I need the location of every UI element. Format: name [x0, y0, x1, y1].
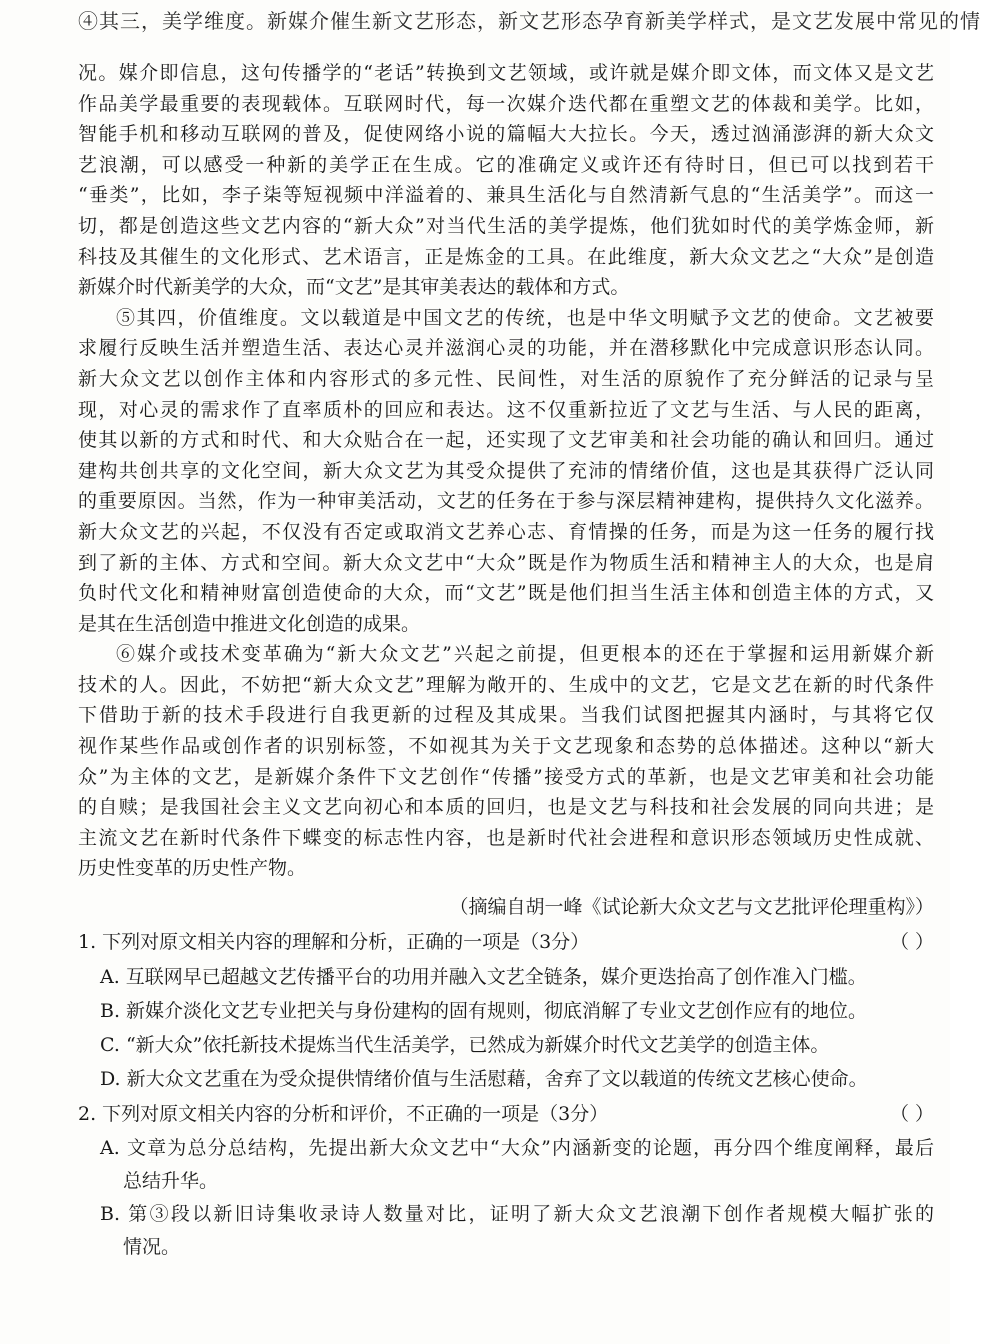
question-stem-text: 1. 下列对原文相关内容的理解和分析，正确的一项是（3分）	[78, 931, 590, 954]
question-2	[78, 1096, 934, 1264]
paragraph-line: 切，都是创造这些文艺内容的“新大众”对当代生活的美学提炼，他们犹如时代的美学炼金师，新	[78, 214, 934, 237]
paragraph-line: ⑤其四，价值维度。文以载道是中国文艺的传统，也是中华文明赋予文艺的使命。文艺被要	[116, 306, 934, 329]
paragraph-line: 艺浪潮，可以感受一种新的美学正在生成。它的准确定义或许还有待时日，但已可以找到若干	[78, 153, 934, 176]
paragraph-line: 新大众文艺以创作主体和内容形式的多元性、民间性，对生活的原貌作了充分鲜活的记录与呈	[78, 367, 934, 390]
reading-passage	[78, 58, 934, 1264]
paragraph-line: 视作某些作品或创作者的识别标签，不如视其为关于文艺现象和态势的总体描述。这种以“新大	[78, 735, 934, 758]
paragraph-line: 况。媒介即信息，这句传播学的“老话”转换到文艺领域，或许就是媒介即文体，而文体又是文艺	[78, 62, 934, 84]
option-c[interactable]: C. “新大众”依托新技术提炼当代生活美学，已然成为新媒介时代文艺美学的创造主体。	[100, 1034, 830, 1057]
paragraph-line: 历史性变革的历史性产物。	[78, 857, 307, 880]
paragraph-line: 现，对心灵的需求作了直率质朴的回应和表达。这不仅重新拉近了文艺与生活、与人民的距离，	[78, 398, 934, 421]
paragraph-line: 技术的人。因此，不妨把“新大众文艺”理解为敞开的、生成中的文艺，它是文艺在新的时代条件	[78, 673, 934, 696]
paragraph-5	[78, 303, 934, 640]
option-d[interactable]: D. 新大众文艺重在为受众提供情绪价值与生活慰藉，舍弃了文以载道的传统文艺核心使命。	[100, 1068, 868, 1091]
source-citation: （摘编自胡一峰《试论新大众文艺与文艺批评伦理重构》）	[449, 896, 934, 919]
question-stem-text: 2. 下列对原文相关内容的分析和评价，不正确的一项是（3分）	[78, 1103, 609, 1126]
paragraph-line: 的自赎；是我国社会主义文艺向初心和本质的回归，也是文艺与科技和社会发展的同向共进；是	[78, 796, 934, 819]
answer-blank[interactable]: （ ）	[889, 931, 934, 954]
paragraph-line: 智能手机和移动互联网的普及，促使网络小说的篇幅大大拉长。今天，透过汹涌澎湃的新大众文	[78, 123, 934, 146]
paragraph-line: ⑥媒介或技术变革确为“新大众文艺”兴起之前提，但更根本的还在于掌握和运用新媒介新	[116, 643, 934, 666]
question-stem	[78, 1096, 934, 1132]
paragraph-line: 建构共创共享的文化空间，新大众文艺为其受众提供了充沛的情绪价值，这也是其获得广泛认同	[78, 459, 934, 482]
paragraph-line: 到了新的主体、方式和空间。新大众文艺中“大众”既是作为物质生活和精神主人的大众，也是肩	[78, 551, 934, 574]
option-b[interactable]	[78, 1198, 934, 1264]
paragraph-line: 负时代文化和精神财富创造使命的大众，而“文艺”既是他们担当生活主体和创造主体的方式，又	[78, 582, 934, 605]
option-line: B. 第③段以新旧诗集收录诗人数量对比，证明了新大众文艺浪潮下创作者规模大幅扩张的	[100, 1203, 934, 1226]
paragraph-line: 作品美学最重要的表现载体。互联网时代，每一次媒介迭代都在重塑文艺的体裁和美学。比如，	[78, 92, 934, 115]
option-line: 总结升华。	[123, 1170, 219, 1193]
paragraph-line: 科技及其催生的文化形式、艺术语言，正是炼金的工具。在此维度，新大众文艺之“大众”是创造	[78, 245, 934, 268]
option-line: 情况。	[123, 1236, 181, 1259]
paragraph-line: 的重要原因。当然，作为一种审美活动，文艺的任务在于参与深层精神建构，提供持久文化滋养。	[78, 490, 934, 513]
option-line: A. 文章为总分总结构，先提出新大众文艺中“大众”内涵新变的论题，再分四个维度阐释，最后	[100, 1137, 934, 1160]
paragraph-line: 主流文艺在新时代条件下蝶变的标志性内容，也是新时代社会进程和意识形态领域历史性成就、	[78, 826, 934, 849]
question-stem	[78, 924, 934, 960]
question-1	[78, 924, 934, 1096]
paragraph-line: 众”为主体的文艺，是新媒介条件下文艺创作“传播”接受方式的革新，也是文艺审美和社会功能	[78, 765, 934, 788]
answer-blank[interactable]: （ ）	[889, 1103, 934, 1126]
option-a[interactable]: A. 互联网早已超越文艺传播平台的功用并融入文艺全链条，媒介更迭抬高了创作准入门槛。	[100, 966, 867, 989]
paragraph-4	[78, 58, 934, 303]
paragraph-line: 求履行反映生活并塑造生活、表达心灵并滋润心灵的功能，并在潜移默化中完成意识形态认同。	[78, 337, 934, 360]
cut-off-top-line	[78, 9, 981, 36]
paragraph-line: 下借助于新的技术手段进行自我更新的过程及其成果。当我们试图把握其内涵时，与其将它仅	[78, 704, 934, 727]
paragraph-6	[78, 639, 934, 884]
paragraph-line: 新大众文艺的兴起，不仅没有否定或取消文艺养心志、育情操的任务，而是为这一任务的履行找	[78, 520, 934, 543]
paragraph-line: 使其以新的方式和时代、和大众贴合在一起，还实现了文艺审美和社会功能的确认和回归。通过	[78, 429, 934, 452]
paragraph-line: 新媒介时代新美学的大众，而“文艺”是其审美表达的载体和方式。	[78, 276, 630, 299]
cut-off-text: ④其三，美学维度。新媒介催生新文艺形态，新文艺形态孕育新美学样式，是文艺发展中常见的情	[78, 9, 981, 33]
paragraph-line: 是其在生活创造中推进文化创造的成果。	[78, 612, 421, 635]
paragraph-line: “垂类”，比如，李子柒等短视频中洋溢着的、兼具生活化与自然清新气息的“生活美学”。而这一	[78, 184, 934, 207]
option-a[interactable]	[78, 1132, 934, 1198]
option-b[interactable]: B. 新媒介淡化文艺专业把关与身份建构的固有规则，彻底消解了专业文艺创作应有的地位。	[100, 1000, 868, 1023]
